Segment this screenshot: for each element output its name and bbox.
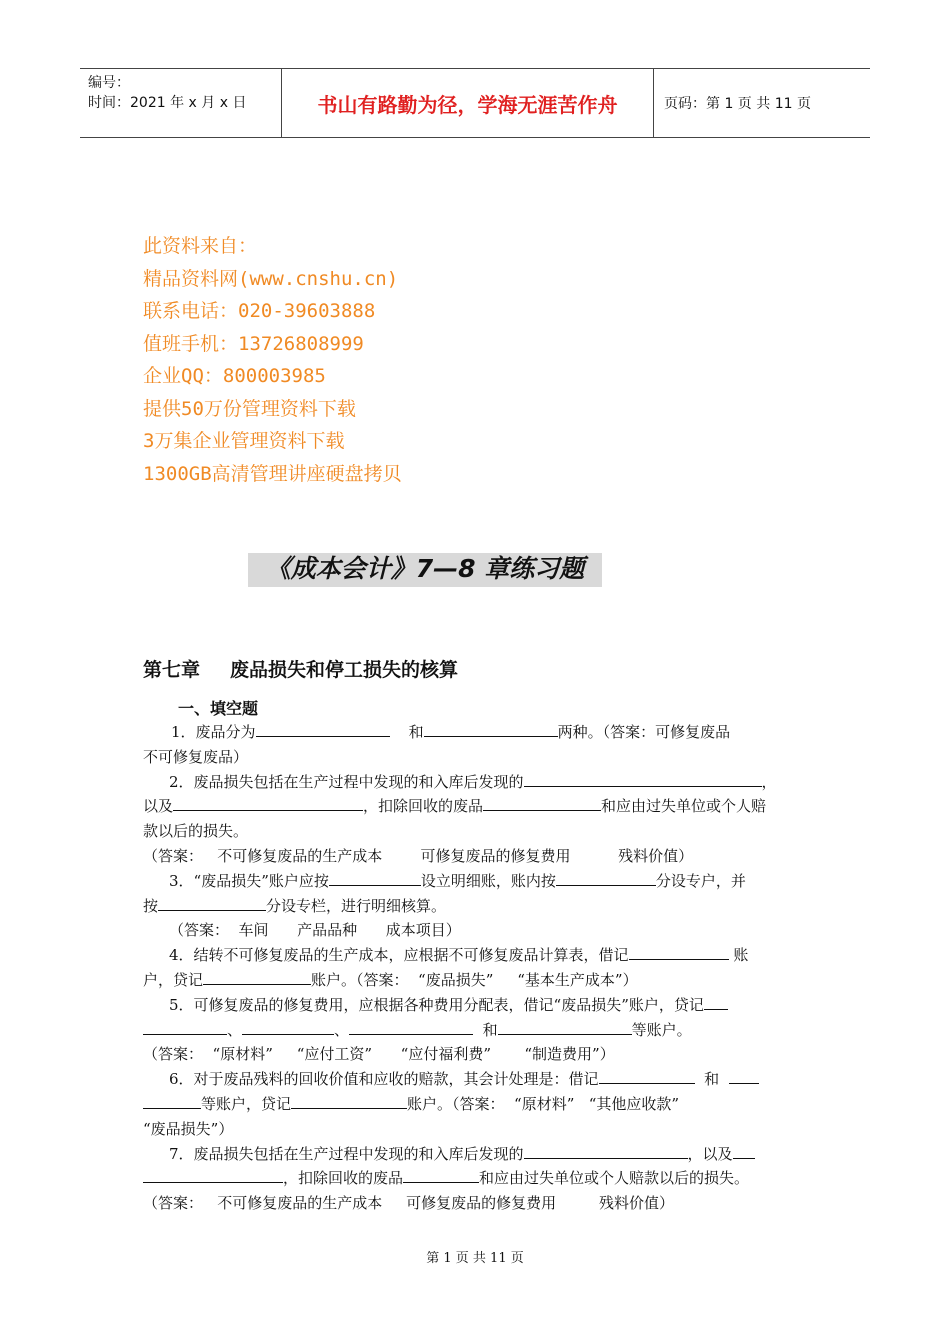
q3-answer: （答案： 车间 产品品种 成本项目） (169, 921, 461, 940)
blank-line (729, 1068, 759, 1084)
blank-line (403, 1167, 479, 1183)
ad-block (143, 230, 402, 490)
q6-line3: “废品损失”） (143, 1119, 234, 1138)
q2-line2: 以及 ，扣除回收的废品 和应由过失单位或个人赔 (143, 797, 767, 816)
q3-line1: 3．“废品损失”账户应按 设立明细账，账内按 分设专户，并 (169, 871, 746, 890)
time-label: 时间：2021 年 x 月 x 日 (88, 95, 247, 111)
q6-line1: 6．对于废品残料的回收价值和应收的赔款，其会计处理是：借记 和 (143, 1067, 813, 1092)
q7-line1: 7．废品损失包括在生产过程中发现的和入库后发现的 ，以及 (143, 1142, 813, 1167)
ad-line: 精品资料网(www.cnshu.cn) (143, 267, 399, 290)
blank-line (498, 1019, 632, 1035)
ad-line: 联系电话：020-39603888 (143, 300, 376, 322)
blank-line (173, 795, 363, 811)
q1-line1: 1．废品分为 和 两种。（答案：可修复废品 (171, 723, 731, 741)
q5-line2: 、 、 和 等账户。 (143, 1018, 813, 1043)
blank-line (629, 944, 729, 960)
blank-line (329, 870, 421, 886)
page-header (80, 68, 870, 138)
blank-line (524, 771, 762, 787)
ad-line: 1300GB高清管理讲座硬盘拷贝 (143, 462, 402, 485)
q6-line2: 等账户，贷记 账户。（答案： “原材料” “其他应收款” (143, 1092, 813, 1117)
q2-answer: （答案： 不可修复废品的生产成本 可修复废品的修复费用 残料价值） (143, 846, 694, 865)
blank-line (256, 721, 390, 737)
blank-line (349, 1019, 473, 1035)
ad-line: 3万集企业管理资料下载 (143, 430, 345, 452)
header-motto: 书山有路勤为径，学海无涯苦作舟 (282, 69, 654, 137)
blank-line (704, 994, 728, 1010)
blank-line (424, 721, 558, 737)
q7-line2: ，扣除回收的废品 和应由过失单位或个人赔款以后的损失。 (143, 1166, 813, 1191)
document-title: 《成本会计》7—8 章练习题 (265, 554, 585, 583)
number-label: 编号： (88, 75, 130, 91)
blank-line (556, 870, 656, 886)
q3-line2: 按 分设专栏，进行明细核算。 (143, 896, 447, 915)
blank-line (599, 1068, 695, 1084)
blank-line (203, 969, 311, 985)
ad-line: 提供50万份管理资料下载 (143, 397, 356, 420)
q5-answer: （答案： “原材料” “应付工资” “应付福利费” “制造费用”） (143, 1045, 615, 1064)
q2-line1: 2．废品损失包括在生产过程中发现的和入库后发现的 ， (169, 772, 777, 791)
ad-line: 此资料来自： (143, 235, 258, 257)
blank-line (524, 1143, 688, 1159)
q4-line2: 户，贷记 账户。（答案： “废品损失” “基本生产成本”） (143, 970, 638, 989)
chapter-heading (143, 655, 458, 682)
blank-line (242, 1019, 334, 1035)
page-footer: 第 1 页 共 11 页 (426, 1251, 524, 1266)
q4-line1: 4．结转不可修复废品的生产成本，应根据不可修复废品计算表，借记 账 (169, 946, 749, 965)
section-heading: 一、填空题 (178, 699, 259, 718)
chapter-title: 废品损失和停工损失的核算 (230, 659, 459, 681)
ad-line: 企业QQ：800003985 (143, 365, 326, 387)
blank-line (291, 1093, 407, 1109)
q1-line2: 不可修复废品） (143, 747, 249, 766)
blank-line (143, 1167, 283, 1183)
q5-line1: 5．可修复废品的修复费用，应根据各种费用分配表，借记“废品损失”账户，贷记 (143, 993, 813, 1018)
exercise-body (143, 720, 813, 1216)
q2-line3: 款以后的损失。 (143, 822, 249, 841)
ad-line: 值班手机：13726808999 (143, 332, 364, 355)
blank-line (143, 1093, 201, 1109)
header-page-info: 页码：第 1 页 共 11 页 (664, 96, 811, 112)
blank-line (158, 895, 266, 911)
header-left-cell (80, 69, 282, 137)
blank-line (483, 795, 601, 811)
q7-answer: （答案： 不可修复废品的生产成本 可修复废品的修复费用 残料价值） (143, 1194, 675, 1213)
chapter-number: 第七章 (143, 659, 201, 681)
blank-line (733, 1143, 755, 1159)
blank-line (143, 1019, 227, 1035)
title-highlight (248, 553, 602, 587)
